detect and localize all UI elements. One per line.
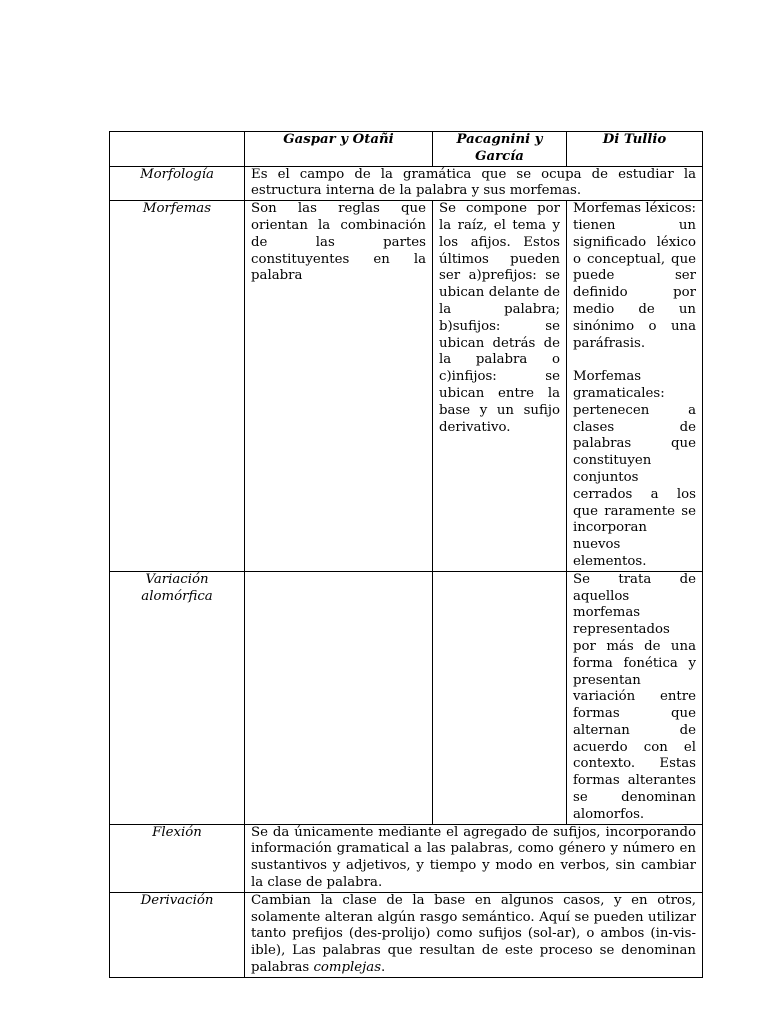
comparison-table (109, 131, 703, 978)
row-derivacion (110, 892, 703, 977)
morfemas-lexicos-paragraph: Morfemas léxicos: tienen un significado léxico o conceptual, que puede ser definido por medio de un sinónimo o una paráfrasis. (573, 201, 696, 351)
header-gaspar-otani: Gaspar y Otañi (245, 132, 433, 167)
row-morfemas (110, 201, 703, 572)
variacion-pacagnini-cell (433, 571, 567, 824)
header-pacagnini-garcia: Pacagnini y García (433, 132, 567, 167)
header-empty-cell (110, 132, 245, 167)
derivacion-definition (245, 892, 703, 977)
variacion-gaspar-cell (245, 571, 433, 824)
label-morfemas: Morfemas (110, 201, 245, 572)
morfemas-pacagnini-cell: Se compone por la raíz, el tema y los afijos. Estos últimos pueden ser a)prefijos: se ubican delante de la palabra; b)sufijos: se ubican detrás de la palabra o c)infijos: se ubican entre la base y un sufijo derivativo. (433, 201, 567, 572)
row-variacion-alomorfica (110, 571, 703, 824)
derivacion-period: . (381, 960, 386, 976)
morfemas-ditullio-cell (567, 201, 703, 572)
derivacion-italic-term: complejas (313, 960, 382, 976)
morfemas-gramaticales-paragraph: Morfemas gramaticales: pertenecen a clases de palabras que constituyen conjuntos cerrados a los que raramente se incorporan nuevos elementos. (573, 369, 696, 569)
label-morfologia: Morfología (110, 166, 245, 201)
variacion-ditullio-cell: Se trata de aquellos morfemas representados por más de una forma fonética y presentan variación entre formas que alternan de acuerdo con el contexto. Estas formas alterantes se denominan alomorfos. (567, 571, 703, 824)
label-derivacion: Derivación (110, 892, 245, 977)
row-flexion (110, 824, 703, 892)
paragraph-spacer (573, 352, 696, 369)
derivacion-text: Cambian la clase de la base en algunos casos, y en otros, solamente alteran algún rasgo semántico. Aquí se pueden utilizar tanto prefijos (des-prolijo) como sufijos (sol-ar), o ambos (in-vis-ible), Las palabras que resultan de este proceso se denominan palabras (251, 892, 696, 976)
flexion-definition: Se da únicamente mediante el agregado de sufijos, incorporando información gramatical a las palabras, como género y número en sustantivos y adjetivos, y tiempo y modo en verbos, sin cambiar la clase de palabra. (245, 824, 703, 892)
row-morfologia (110, 166, 703, 201)
morfologia-definition: Es el campo de la gramática que se ocupa de estudiar la estructura interna de la palabra y sus morfemas. (245, 166, 703, 201)
label-variacion-alomorfica: Variación alomórfica (110, 571, 245, 824)
morfemas-gaspar-cell: Son las reglas que orientan la combinación de las partes constituyentes en la palabra (245, 201, 433, 572)
header-row (110, 132, 703, 167)
label-flexion: Flexión (110, 824, 245, 892)
header-di-tullio: Di Tullio (567, 132, 703, 167)
